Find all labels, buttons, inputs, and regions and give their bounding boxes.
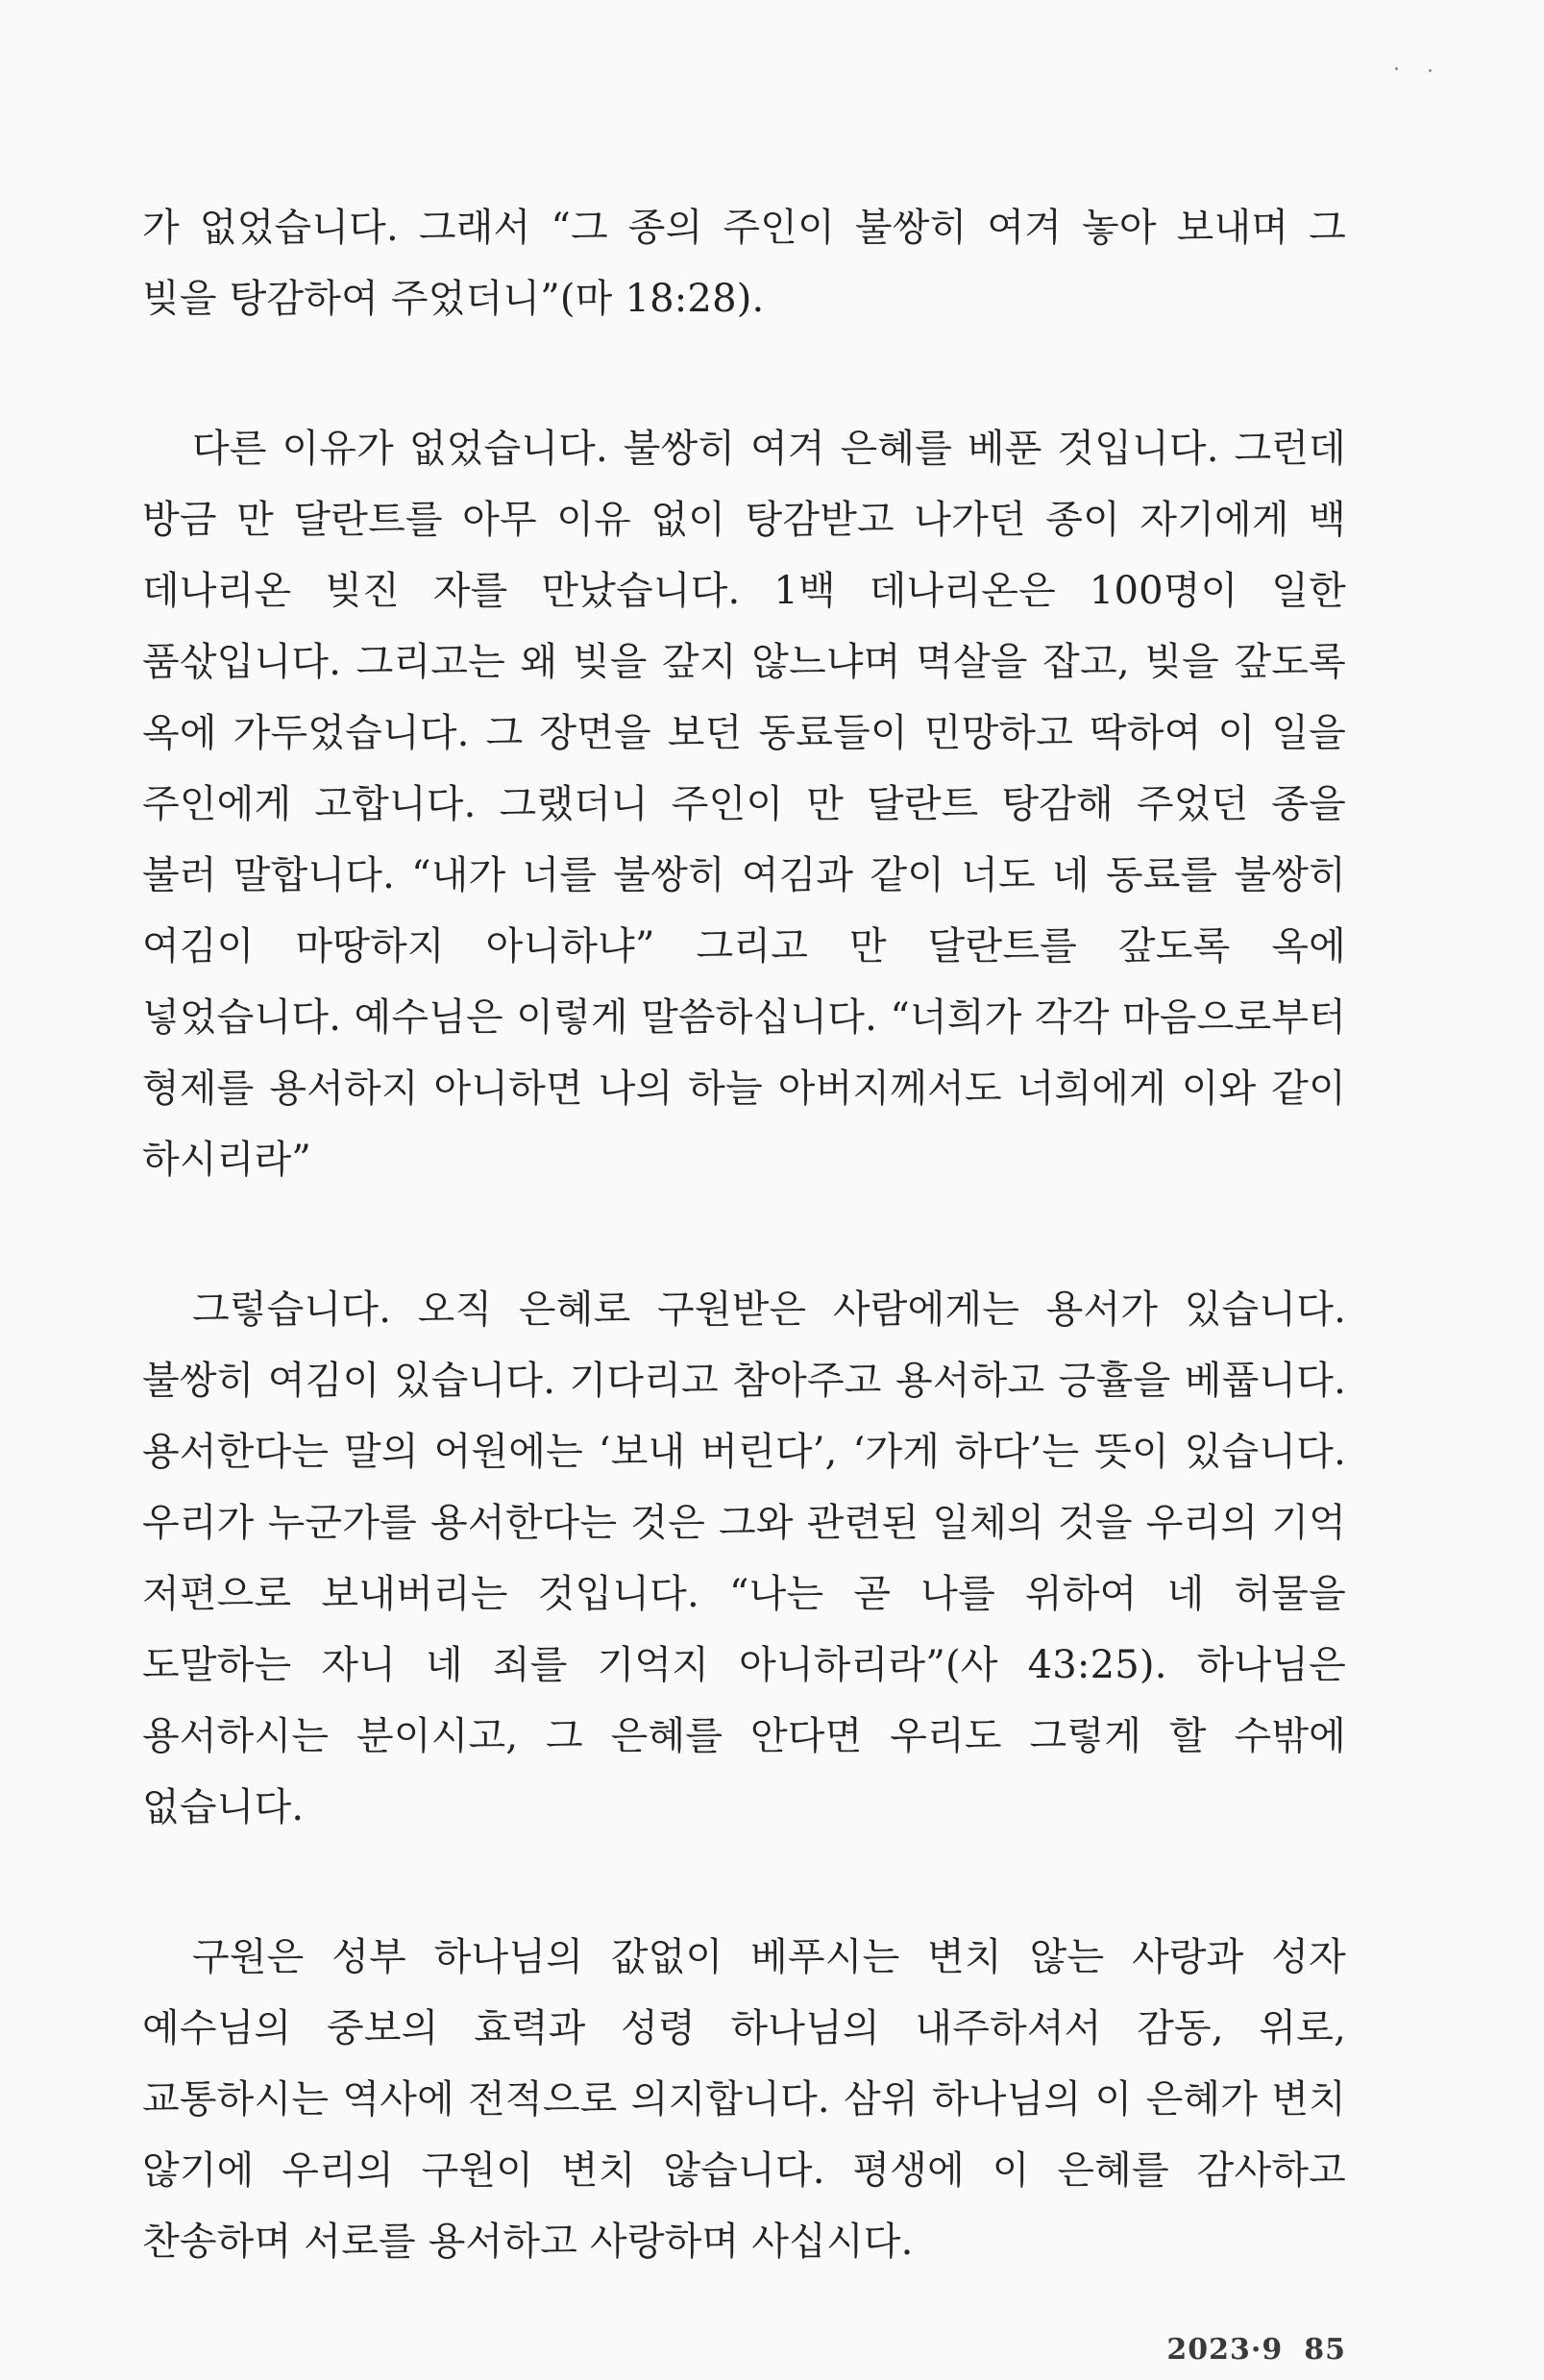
issue-date: 2023·9 [1166,2333,1284,2367]
page-footer [1166,2333,1346,2367]
paragraph-unforgiving-servant: 다른 이유가 없었습니다. 불쌍히 여겨 은혜를 베푼 것입니다. 그런데 방금 만 달란트를 아무 이유 없이 탕감받고 나가던 종이 자기에게 백 데나리온 빚진 자를 만났습니다. 1백 데나리온은 100명이 일한 품삯입니다. 그리고는 왜 빚을 갚지 않느냐며 멱살을 잡고, 빚을 갚도록 옥에 가두었습니다. 그 장면을 보던 동료들이 민망하고 딱하여 이 일을 주인에게 고합니다. 그랬더니 주인이 만 달란트 탕감해 주었던 종을 불러 말합니다. “내가 너를 불쌍히 여김과 같이 너도 네 동료를 불쌍히 여김이 마땅하지 아니하냐” 그리고 만 달란트를 갚도록 옥에 넣었습니다. 예수님은 이렇게 말씀하십니다. “너희가 각각 마음으로부터 형제를 용서하지 아니하면 나의 하늘 아버지께서도 너희에게 이와 같이 하시리라” [142,427,1346,1182]
paragraph-salvation: 구원은 성부 하나님의 값없이 베푸시는 변치 않는 사랑과 성자 예수님의 중보의 효력과 성령 하나님의 내주하셔서 감동, 위로, 교통하시는 역사에 전적으로 의지합니다. 삼위 하나님의 이 은혜가 변치 않기에 우리의 구원이 변치 않습니다. 평생에 이 은혜를 감사하고 찬송하며 서로를 용서하고 사랑하며 사십시다. [142,1935,1346,2264]
paragraph-continuation: 가 없었습니다. 그래서 “그 종의 주인이 불쌍히 여겨 놓아 보내며 그 빚을 탕감하여 주었더니”(마 18:28). [142,206,1346,321]
page-speck [1429,69,1432,72]
article-body [142,192,1346,2356]
page-speck [1395,67,1398,70]
page-number: 85 [1304,2333,1346,2367]
paragraph-forgiveness: 그렇습니다. 오직 은혜로 구원받은 사람에게는 용서가 있습니다. 불쌍히 여김이 있습니다. 기다리고 참아주고 용서하고 긍휼을 베풉니다. 용서한다는 말의 어원에는 ‘보내 버린다’, ‘가게 하다’는 뜻이 있습니다. 우리가 누군가를 용서한다는 것은 그와 관련된 일체의 것을 우리의 기억 저편으로 보내버리는 것입니다. “나는 곧 나를 위하여 네 허물을 도말하는 자니 네 죄를 기억지 아니하리라”(사 43:25). 하나님은 용서하시는 분이시고, 그 은혜를 안다면 우리도 그렇게 할 수밖에 없습니다. [142,1288,1346,1829]
